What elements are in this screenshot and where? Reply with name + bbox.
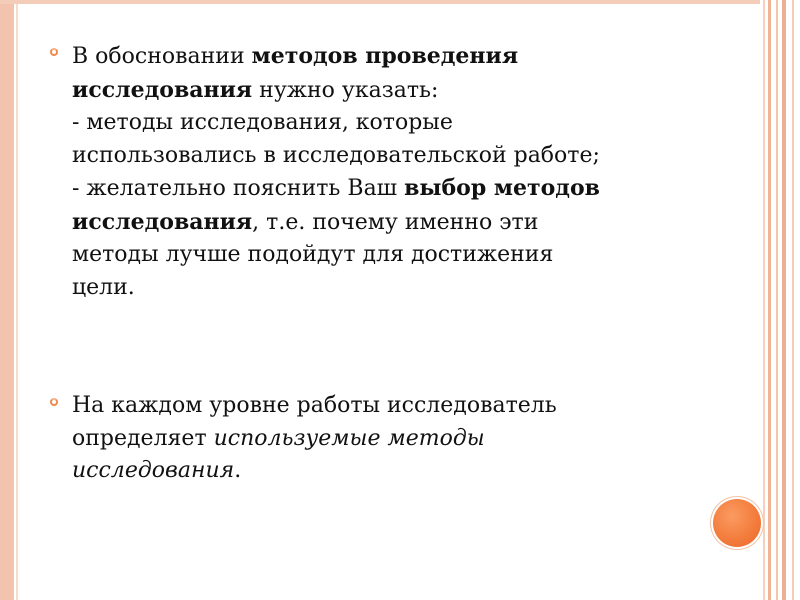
text-run: , т.е. почему именно эти <box>252 209 539 235</box>
italic-text-run: используемые методы <box>213 425 485 451</box>
text-line <box>72 455 690 488</box>
right-frame-line-4 <box>782 0 786 600</box>
bullet-item-2 <box>50 390 690 488</box>
bullet-text-2 <box>72 390 690 488</box>
text-line: На каждом уровне работы исследователь <box>72 393 557 418</box>
spacer <box>50 304 690 390</box>
bold-text-run: исследования <box>72 208 253 235</box>
bullet-text-1 <box>72 40 690 304</box>
text-run: определяет <box>72 425 214 451</box>
text-run: нужно указать: <box>252 77 439 103</box>
bullet-item-1 <box>50 40 690 304</box>
text-line <box>72 40 690 74</box>
text-line: - методы исследования, которые <box>72 110 453 135</box>
text-line <box>72 423 690 456</box>
bold-text-run: выбор методов <box>404 175 600 201</box>
text-line: цели. <box>72 274 135 300</box>
text-line: использовались в исследовательской работе; <box>72 142 600 168</box>
text-run: . <box>234 458 242 483</box>
text-line <box>72 206 690 240</box>
right-frame-line-5 <box>792 0 794 600</box>
orange-circle-decoration <box>713 499 761 547</box>
bold-text-run: исследования <box>72 76 253 103</box>
slide-content <box>50 40 690 488</box>
left-frame-line <box>16 0 18 600</box>
text-line <box>72 172 690 206</box>
bullet-icon <box>50 396 60 411</box>
top-frame-line <box>0 0 800 4</box>
italic-text-run: исследования <box>72 458 235 483</box>
text-run: - желательно пояснить Ваш <box>72 176 405 201</box>
text-line: методы лучше подойдут для достижения <box>72 242 554 267</box>
right-frame-line-2 <box>768 0 771 600</box>
right-frame-line-3 <box>776 0 778 600</box>
bold-text-run: методов проведения <box>251 43 519 69</box>
text-line <box>72 74 690 108</box>
right-frame-band <box>760 0 800 600</box>
bullet-icon <box>50 46 60 61</box>
left-frame-band <box>0 0 14 600</box>
text-run: В обосновании <box>72 44 252 69</box>
right-frame-line-1 <box>763 0 765 600</box>
